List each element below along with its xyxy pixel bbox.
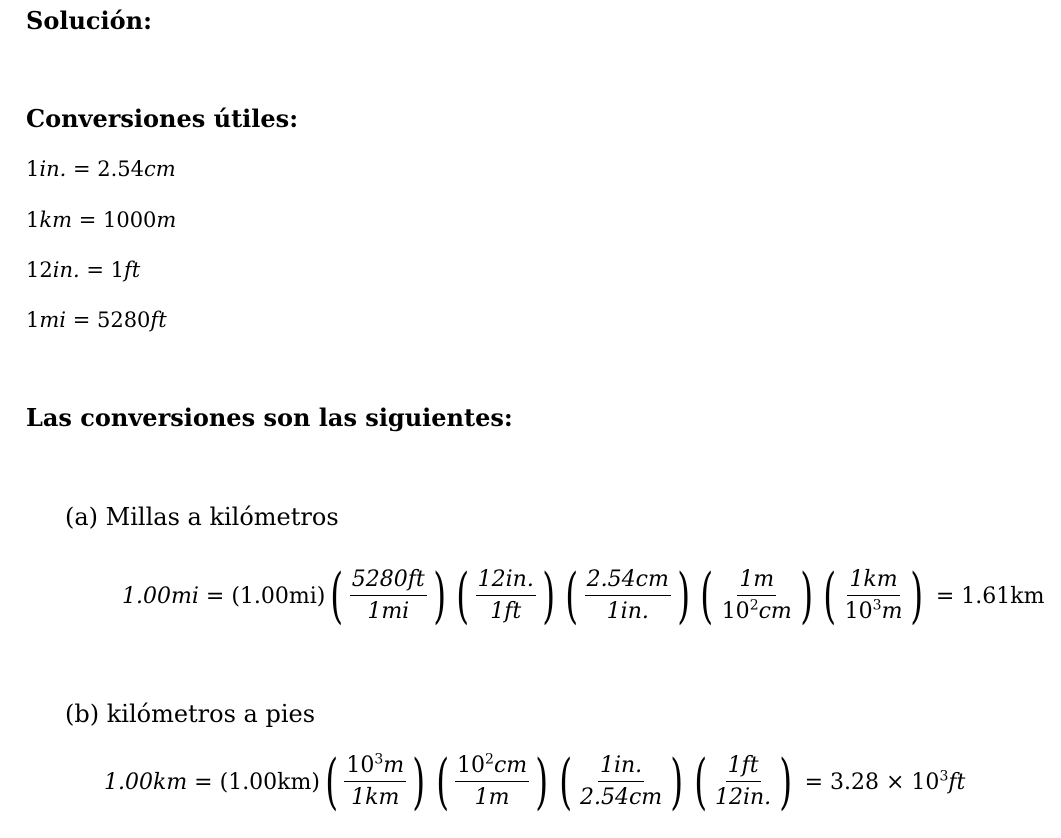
equation-b-result: = $3.28 \times 10^3ft$	[797, 768, 966, 795]
solution-heading: Solución:	[26, 6, 152, 35]
conversion-line-1: 1in. = 2.54cm	[26, 157, 176, 181]
conversion-line-2: 1km = 1000m	[26, 208, 177, 232]
conversion-line-3: 12in. = 1ft	[26, 258, 141, 282]
factor-a-3: ( $\frac{2.54cm}{1in.}$ )	[565, 561, 690, 631]
equation-b: 1.00km = (1.00km) ( $\frac{10^3m}{1km}$ ) ( $\frac{10^2cm}{1m}$ ) ( $\frac{1in.}{2.54cm}$ ) ( $\frac{1ft}{12in.}$ ) = $3.28 \times 10^3ft$	[104, 747, 966, 817]
conversions-heading: Conversiones útiles:	[26, 104, 299, 133]
factor-a-5: ( $\frac{1km}{10^3m}$ )	[823, 561, 924, 631]
equation-b-lhs: 1.00km	[104, 769, 188, 795]
conversion-line-4: 1mi = 5280ft	[26, 308, 167, 332]
factor-b-1: ( $\frac{10^3m}{1km}$ )	[325, 747, 426, 817]
factor-b-4: ( $\frac{1ft}{12in.}$ )	[693, 747, 793, 817]
list-heading: Las conversiones son las siguientes:	[26, 403, 513, 432]
part-b-label: (b) kilómetros a pies	[65, 700, 316, 728]
factor-a-4: ( $\frac{1m}{10^2cm}$ )	[700, 561, 813, 631]
factor-a-2: ( $\frac{12in.}{1ft}$ )	[456, 561, 555, 631]
equation-a: 1.00mi = (1.00mi) ( $\frac{5280ft}{1mi}$ ) ( $\frac{12in.}{1ft}$ ) ( $\frac{2.54cm}{1in.}$ ) ( $\frac{1m}{10^2cm}$ ) ( $\frac{1km}{10^3m}$ ) = 1.61km	[122, 561, 1045, 631]
equation-b-start: (1.00km)	[219, 769, 320, 795]
equation-a-lhs: 1.00mi	[122, 583, 199, 609]
part-a-label: (a) Millas a kilómetros	[65, 503, 339, 531]
equation-a-start: (1.00mi)	[231, 583, 326, 609]
factor-b-2: ( $\frac{10^2cm}{1m}$ )	[435, 747, 549, 817]
factor-a-1: ( $\frac{5280ft}{1mi}$ )	[330, 561, 446, 631]
factor-b-3: ( $\frac{1in.}{2.54cm}$ )	[558, 747, 684, 817]
equation-a-result: = 1.61km	[928, 583, 1045, 609]
